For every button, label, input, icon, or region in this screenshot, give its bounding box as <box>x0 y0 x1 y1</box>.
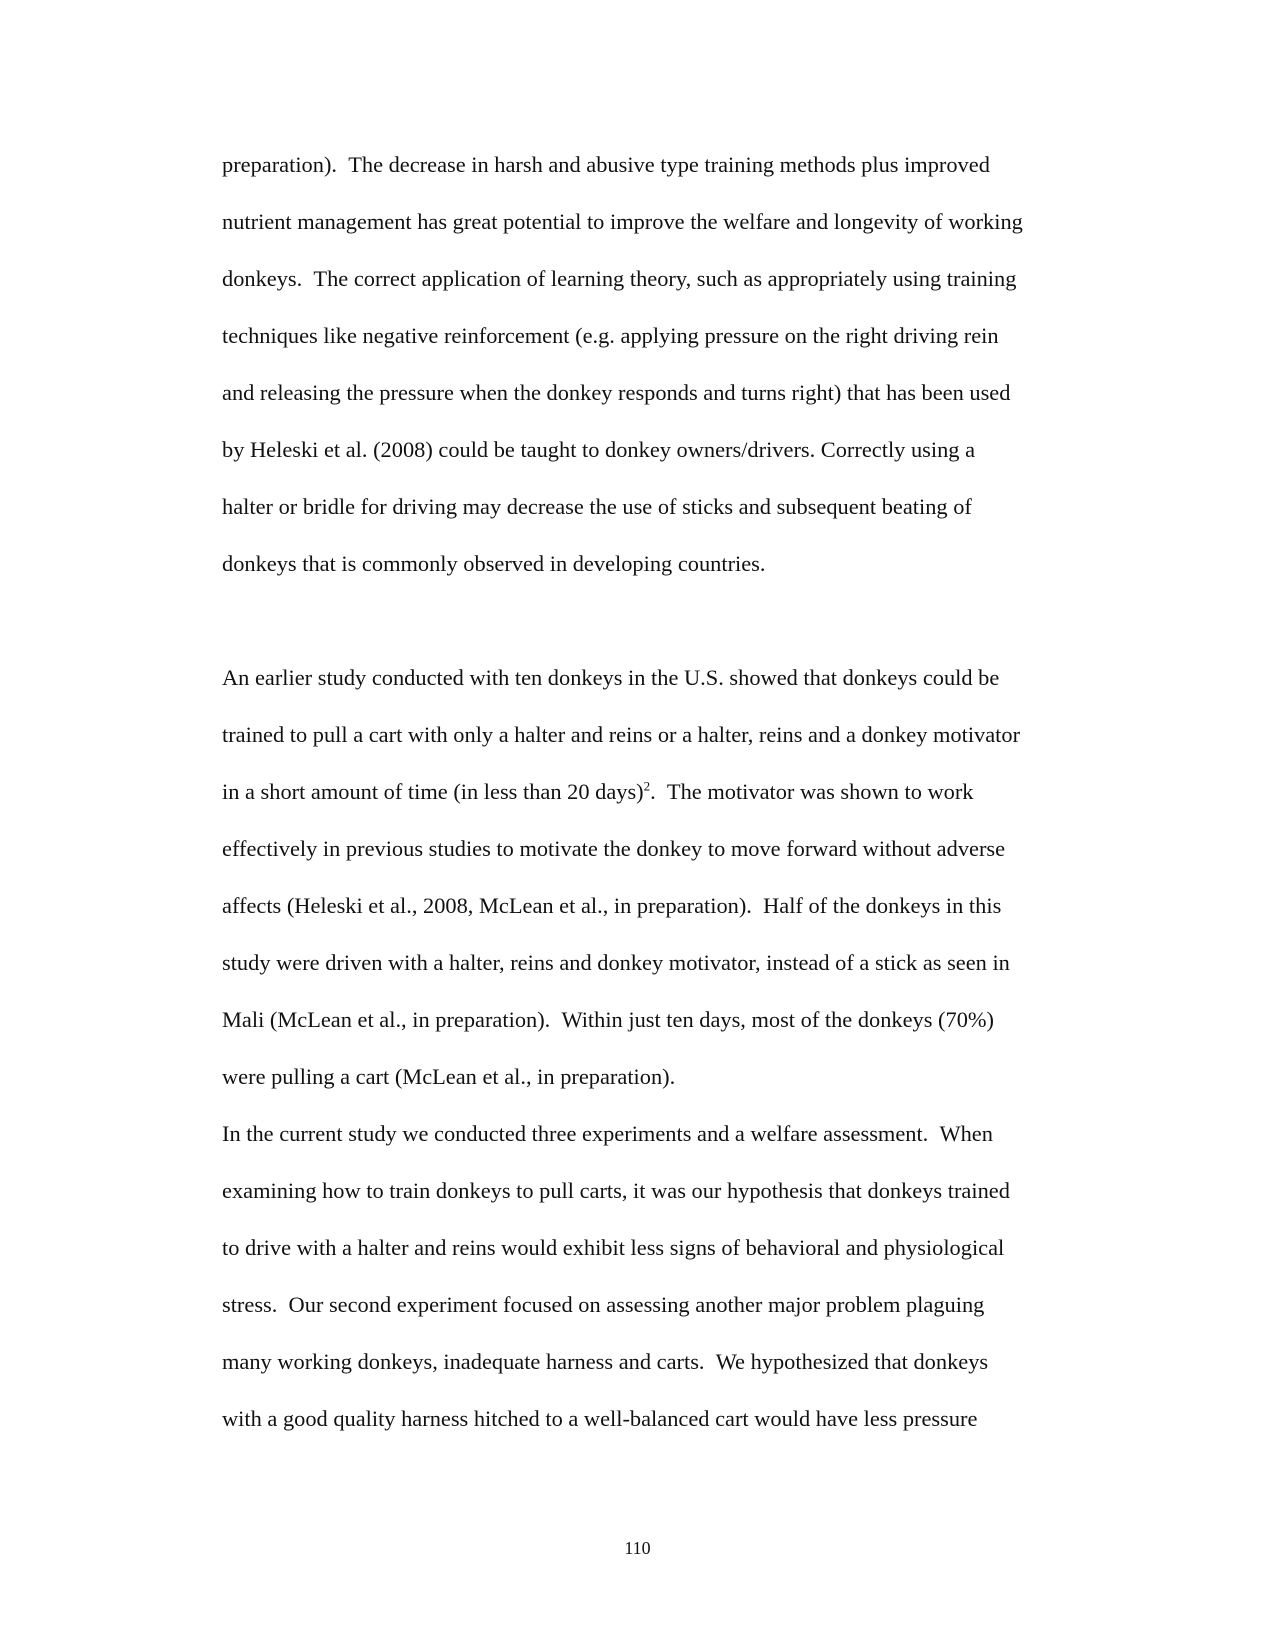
text-line-part: . The motivator was shown to work <box>650 779 974 804</box>
text-line: techniques like negative reinforcement (e.g. applying pressure on the right driving rein <box>222 323 999 348</box>
text-line: by Heleski et al. (2008) could be taught to donkey owners/drivers. Correctly using a <box>222 437 976 462</box>
text-line: affects (Heleski et al., 2008, McLean et al., in preparation). Half of the donkeys in this <box>222 893 1002 918</box>
text-line: study were driven with a halter, reins and donkey motivator, instead of a stick as seen in <box>222 950 1010 975</box>
paragraph-3 <box>222 1105 1122 1447</box>
text-line-with-footnote <box>222 763 1122 820</box>
paragraph-1 <box>222 136 1122 592</box>
text-line: nutrient management has great potential to improve the welfare and longevity of working <box>222 209 1023 234</box>
text-line: In the current study we conducted three experiments and a welfare assessment. When <box>222 1121 993 1146</box>
text-line: An earlier study conducted with ten donkeys in the U.S. showed that donkeys could be <box>222 665 1000 690</box>
page-number: 110 <box>624 1538 651 1558</box>
text-line-part: in a short amount of time (in less than 20 days) <box>222 779 644 804</box>
text-line: were pulling a cart (McLean et al., in preparation). <box>222 1064 676 1089</box>
text-line: many working donkeys, inadequate harness and carts. We hypothesized that donkeys <box>222 1349 989 1374</box>
text-line: Mali (McLean et al., in preparation). Within just ten days, most of the donkeys (70%) <box>222 1007 995 1032</box>
text-line: examining how to train donkeys to pull carts, it was our hypothesis that donkeys trained <box>222 1178 1010 1203</box>
text-line: donkeys. The correct application of learning theory, such as appropriately using training <box>222 266 1017 291</box>
text-line: with a good quality harness hitched to a well-balanced cart would have less pressure <box>222 1406 978 1431</box>
text-line: preparation). The decrease in harsh and abusive type training methods plus improved <box>222 152 990 177</box>
text-line: halter or bridle for driving may decrease the use of sticks and subsequent beating of <box>222 494 972 519</box>
text-line: stress. Our second experiment focused on assessing another major problem plaguing <box>222 1292 985 1317</box>
footnote-reference[interactable]: 2 <box>643 778 651 794</box>
paragraph-2 <box>222 649 1122 1105</box>
text-line: effectively in previous studies to motivate the donkey to move forward without adverse <box>222 836 1006 861</box>
text-line: and releasing the pressure when the donkey responds and turns right) that has been used <box>222 380 1011 405</box>
text-line: trained to pull a cart with only a halter and reins or a halter, reins and a donkey motivator <box>222 722 1021 747</box>
text-line: to drive with a halter and reins would exhibit less signs of behavioral and physiological <box>222 1235 1005 1260</box>
text-line: donkeys that is commonly observed in developing countries. <box>222 551 766 576</box>
